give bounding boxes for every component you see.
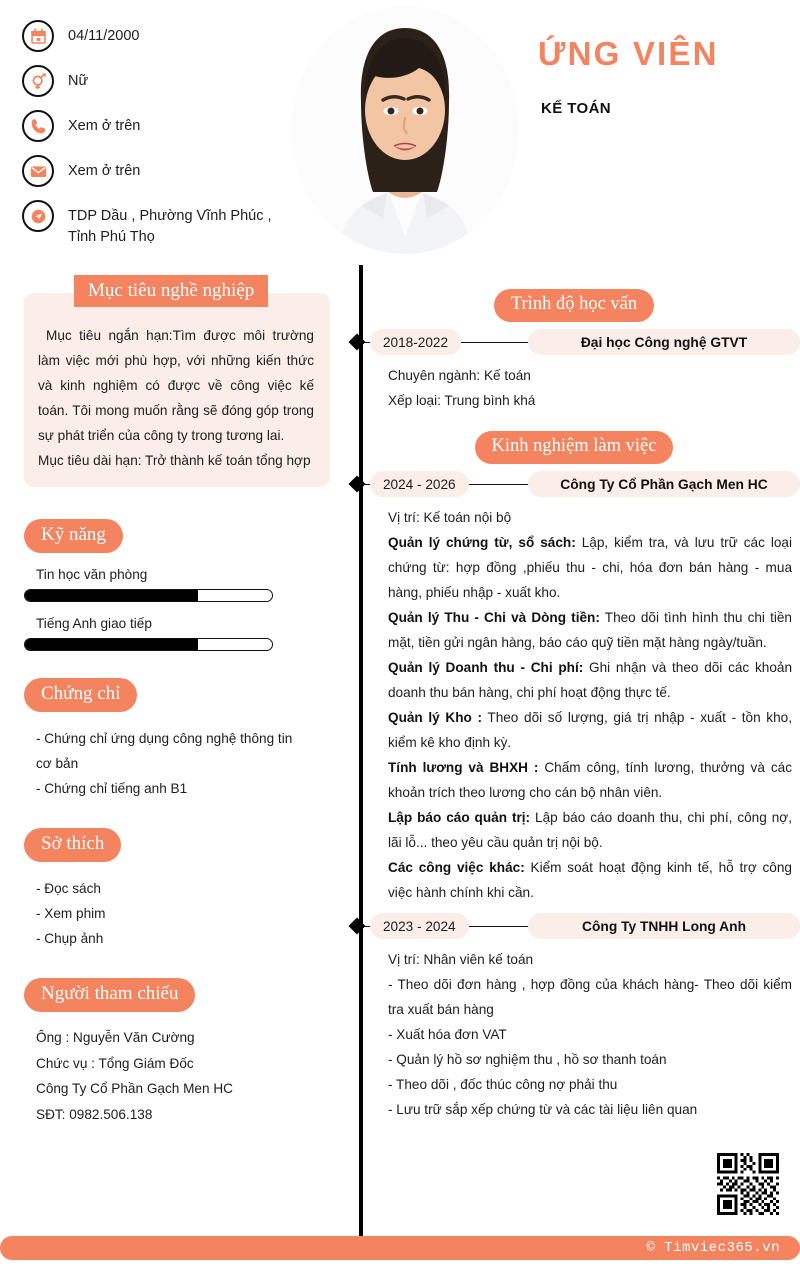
experience-detail: - Quản lý hồ sơ nghiệm thu , hồ sơ thanh toán: [388, 1052, 667, 1067]
education-entry: [348, 329, 800, 413]
calendar-icon: [22, 20, 54, 52]
detail-label: Quản lý Thu - Chi và Dòng tiền:: [388, 610, 600, 625]
detail-label: Quản lý Kho :: [388, 710, 482, 725]
location-icon: [22, 200, 54, 232]
skill-bar: [24, 638, 273, 651]
experience-detail: - Lưu trữ sắp xếp chứng từ và các tài liệu liên quan: [388, 1102, 698, 1117]
experience-detail: [388, 805, 792, 855]
skill-item: [24, 567, 273, 602]
detail-text: Kiểm soát hoạt động kinh tế, hỗ trợ công việc hành chính khi cần.: [388, 860, 792, 900]
experience-position: Vị trí: Kế toán nội bộ: [388, 510, 512, 525]
candidate-photo: [291, 6, 519, 254]
hobby-item: - Xem phim: [36, 906, 106, 921]
experience-entry: [348, 471, 800, 905]
contact-value-email: Xem ở trên: [68, 163, 141, 179]
cv-header: [0, 0, 800, 265]
reference-line: SĐT: 0982.506.138: [36, 1106, 153, 1122]
certificate-item: - Chứng chỉ ứng dụng công nghệ thông tin cơ bản: [36, 731, 293, 771]
skill-item: [24, 616, 273, 651]
detail-text: Lập, kiểm tra, và lưu trữ các loại chứng từ: hợp đồng ,phiếu thu - chi, hóa đơn bán hàng - mua hàng, phiếu nhập - xuất kho.: [388, 535, 792, 600]
email-icon: [22, 155, 54, 187]
experience-entry: [348, 913, 800, 1122]
phone-icon: [22, 110, 54, 142]
left-column: [0, 265, 340, 1127]
reference-line: Ông : Nguyễn Văn Cường: [36, 1030, 195, 1045]
certificates-section: [24, 678, 340, 801]
detail-text: Ghi nhận và theo dõi các khoản doanh thu bán hàng, chi phí hoạt động thực tế.: [388, 660, 792, 700]
footer-copyright: © Timviec365.vn: [646, 1240, 780, 1256]
cv-body: [0, 265, 800, 1266]
detail-label: Các công việc khác:: [388, 860, 525, 875]
experience-organization: Công Ty Cổ Phần Gạch Men HC: [528, 471, 800, 497]
contact-item-gender: [22, 65, 322, 97]
experience-detail: [388, 605, 792, 655]
skill-bar-fill: [25, 590, 198, 601]
experience-detail: - Xuất hóa đơn VAT: [388, 1027, 507, 1042]
experience-detail: [388, 705, 792, 755]
contact-value-gender: Nữ: [68, 73, 89, 89]
experience-organization: Công Ty TNHH Long Anh: [528, 913, 800, 939]
experience-detail: [388, 655, 792, 705]
contact-item-phone: [22, 110, 322, 142]
experience-heading: Kinh nghiệm làm việc: [475, 431, 674, 464]
experience-detail: [388, 855, 792, 905]
education-heading: Trình độ học vấn: [494, 289, 654, 322]
contact-value-address: TDP Dầu , Phường Vĩnh Phúc , Tỉnh Phú Thọ: [68, 208, 272, 245]
name-block: [538, 36, 719, 117]
hobbies-heading: Sở thích: [24, 828, 121, 862]
education-detail: Chuyên ngành: Kế toán: [388, 368, 531, 383]
education-section: [348, 289, 800, 322]
skill-name: Tin học văn phòng: [36, 567, 148, 582]
skills-heading: Kỹ năng: [24, 519, 123, 553]
education-date: 2018-2022: [370, 329, 461, 355]
contact-item-birthdate: [22, 20, 322, 52]
avatar: [291, 6, 519, 254]
contact-value-birthdate: 04/11/2000: [68, 28, 140, 44]
skill-name: Tiếng Anh giao tiếp: [36, 616, 152, 631]
page-title: ỨNG VIÊN: [538, 35, 719, 72]
hobby-item: - Đọc sách: [36, 881, 101, 896]
detail-text: Theo dõi tình hình thu chi tiền mặt, tiền gửi ngân hàng, báo cáo quỹ tiền mặt hàng ngày/tuần.: [388, 610, 792, 650]
experience-detail: - Theo dõi , đốc thúc công nợ phải thu: [388, 1077, 618, 1092]
skill-bar: [24, 589, 273, 602]
contact-item-email: [22, 155, 322, 187]
qr-code[interactable]: [714, 1150, 782, 1218]
objective-long-term: Mục tiêu dài hạn: Trở thành kế toán tổng hợp: [38, 453, 311, 468]
detail-text: Lập báo cáo doanh thu, chi phí, công nợ, lãi lỗ... theo yêu cầu quản trị nội bộ.: [388, 810, 792, 850]
reference-section: [24, 978, 340, 1127]
objective-heading: Mục tiêu nghề nghiệp: [74, 275, 268, 307]
objective-section: [24, 280, 330, 487]
contact-item-address: [22, 200, 322, 248]
job-title: KẾ TOÁN: [541, 100, 612, 118]
education-organization: Đại học Công nghệ GTVT: [528, 329, 800, 355]
experience-section: [348, 431, 800, 464]
experience-position: Vị trí: Nhân viên kế toán: [388, 952, 534, 967]
right-column: [348, 265, 800, 1122]
hobby-item: - Chụp ảnh: [36, 931, 104, 946]
experience-detail: [388, 530, 792, 605]
footer-bar: [0, 1236, 800, 1260]
certificates-heading: Chứng chỉ: [24, 678, 137, 712]
reference-line: Công Ty Cổ Phần Gạch Men HC: [36, 1081, 233, 1096]
experience-date: 2024 - 2026: [370, 471, 469, 497]
skills-section: [24, 519, 340, 651]
detail-label: Quản lý chứng từ, sổ sách:: [388, 535, 576, 550]
detail-label: Tính lương và BHXH :: [388, 760, 539, 775]
contact-value-phone: Xem ở trên: [68, 118, 141, 134]
qr-code-image: [717, 1153, 779, 1215]
certificate-item: - Chứng chỉ tiếng anh B1: [36, 781, 188, 796]
detail-label: Lập báo cáo quản trị:: [388, 810, 531, 825]
contact-list: [22, 20, 322, 261]
detail-label: Quản lý Doanh thu - Chi phí:: [388, 660, 584, 675]
experience-detail: - Theo dõi đơn hàng , hợp đồng của khách hàng- Theo dõi kiểm tra xuất bán hàng: [388, 977, 792, 1017]
gender-icon: [22, 65, 54, 97]
reference-line: Chức vụ : Tổng Giám Đốc: [36, 1055, 194, 1071]
detail-text: Chấm công, tính lương, thưởng và các khoản trích theo lương cho cán bộ nhân viên.: [388, 760, 792, 800]
experience-date: 2023 - 2024: [370, 913, 469, 939]
education-detail: Xếp loại: Trung bình khá: [388, 393, 536, 408]
reference-heading: Người tham chiếu: [24, 978, 195, 1012]
detail-text: Theo dõi số lượng, giá trị nhập - xuất - tồn kho, kiểm kê kho định kỳ.: [388, 710, 792, 750]
objective-short-term: Mục tiêu ngắn hạn:Tìm được môi trường làm việc mới phù hợp, với những kiến thức và kinh nghiệm có được về công việc kế toán. Tôi mong muốn rằng sẽ đóng góp trong sự phát triển của công ty trong tương lai.: [38, 328, 314, 443]
experience-detail: [388, 755, 792, 805]
hobbies-section: [24, 828, 340, 951]
skill-bar-fill: [25, 639, 198, 650]
